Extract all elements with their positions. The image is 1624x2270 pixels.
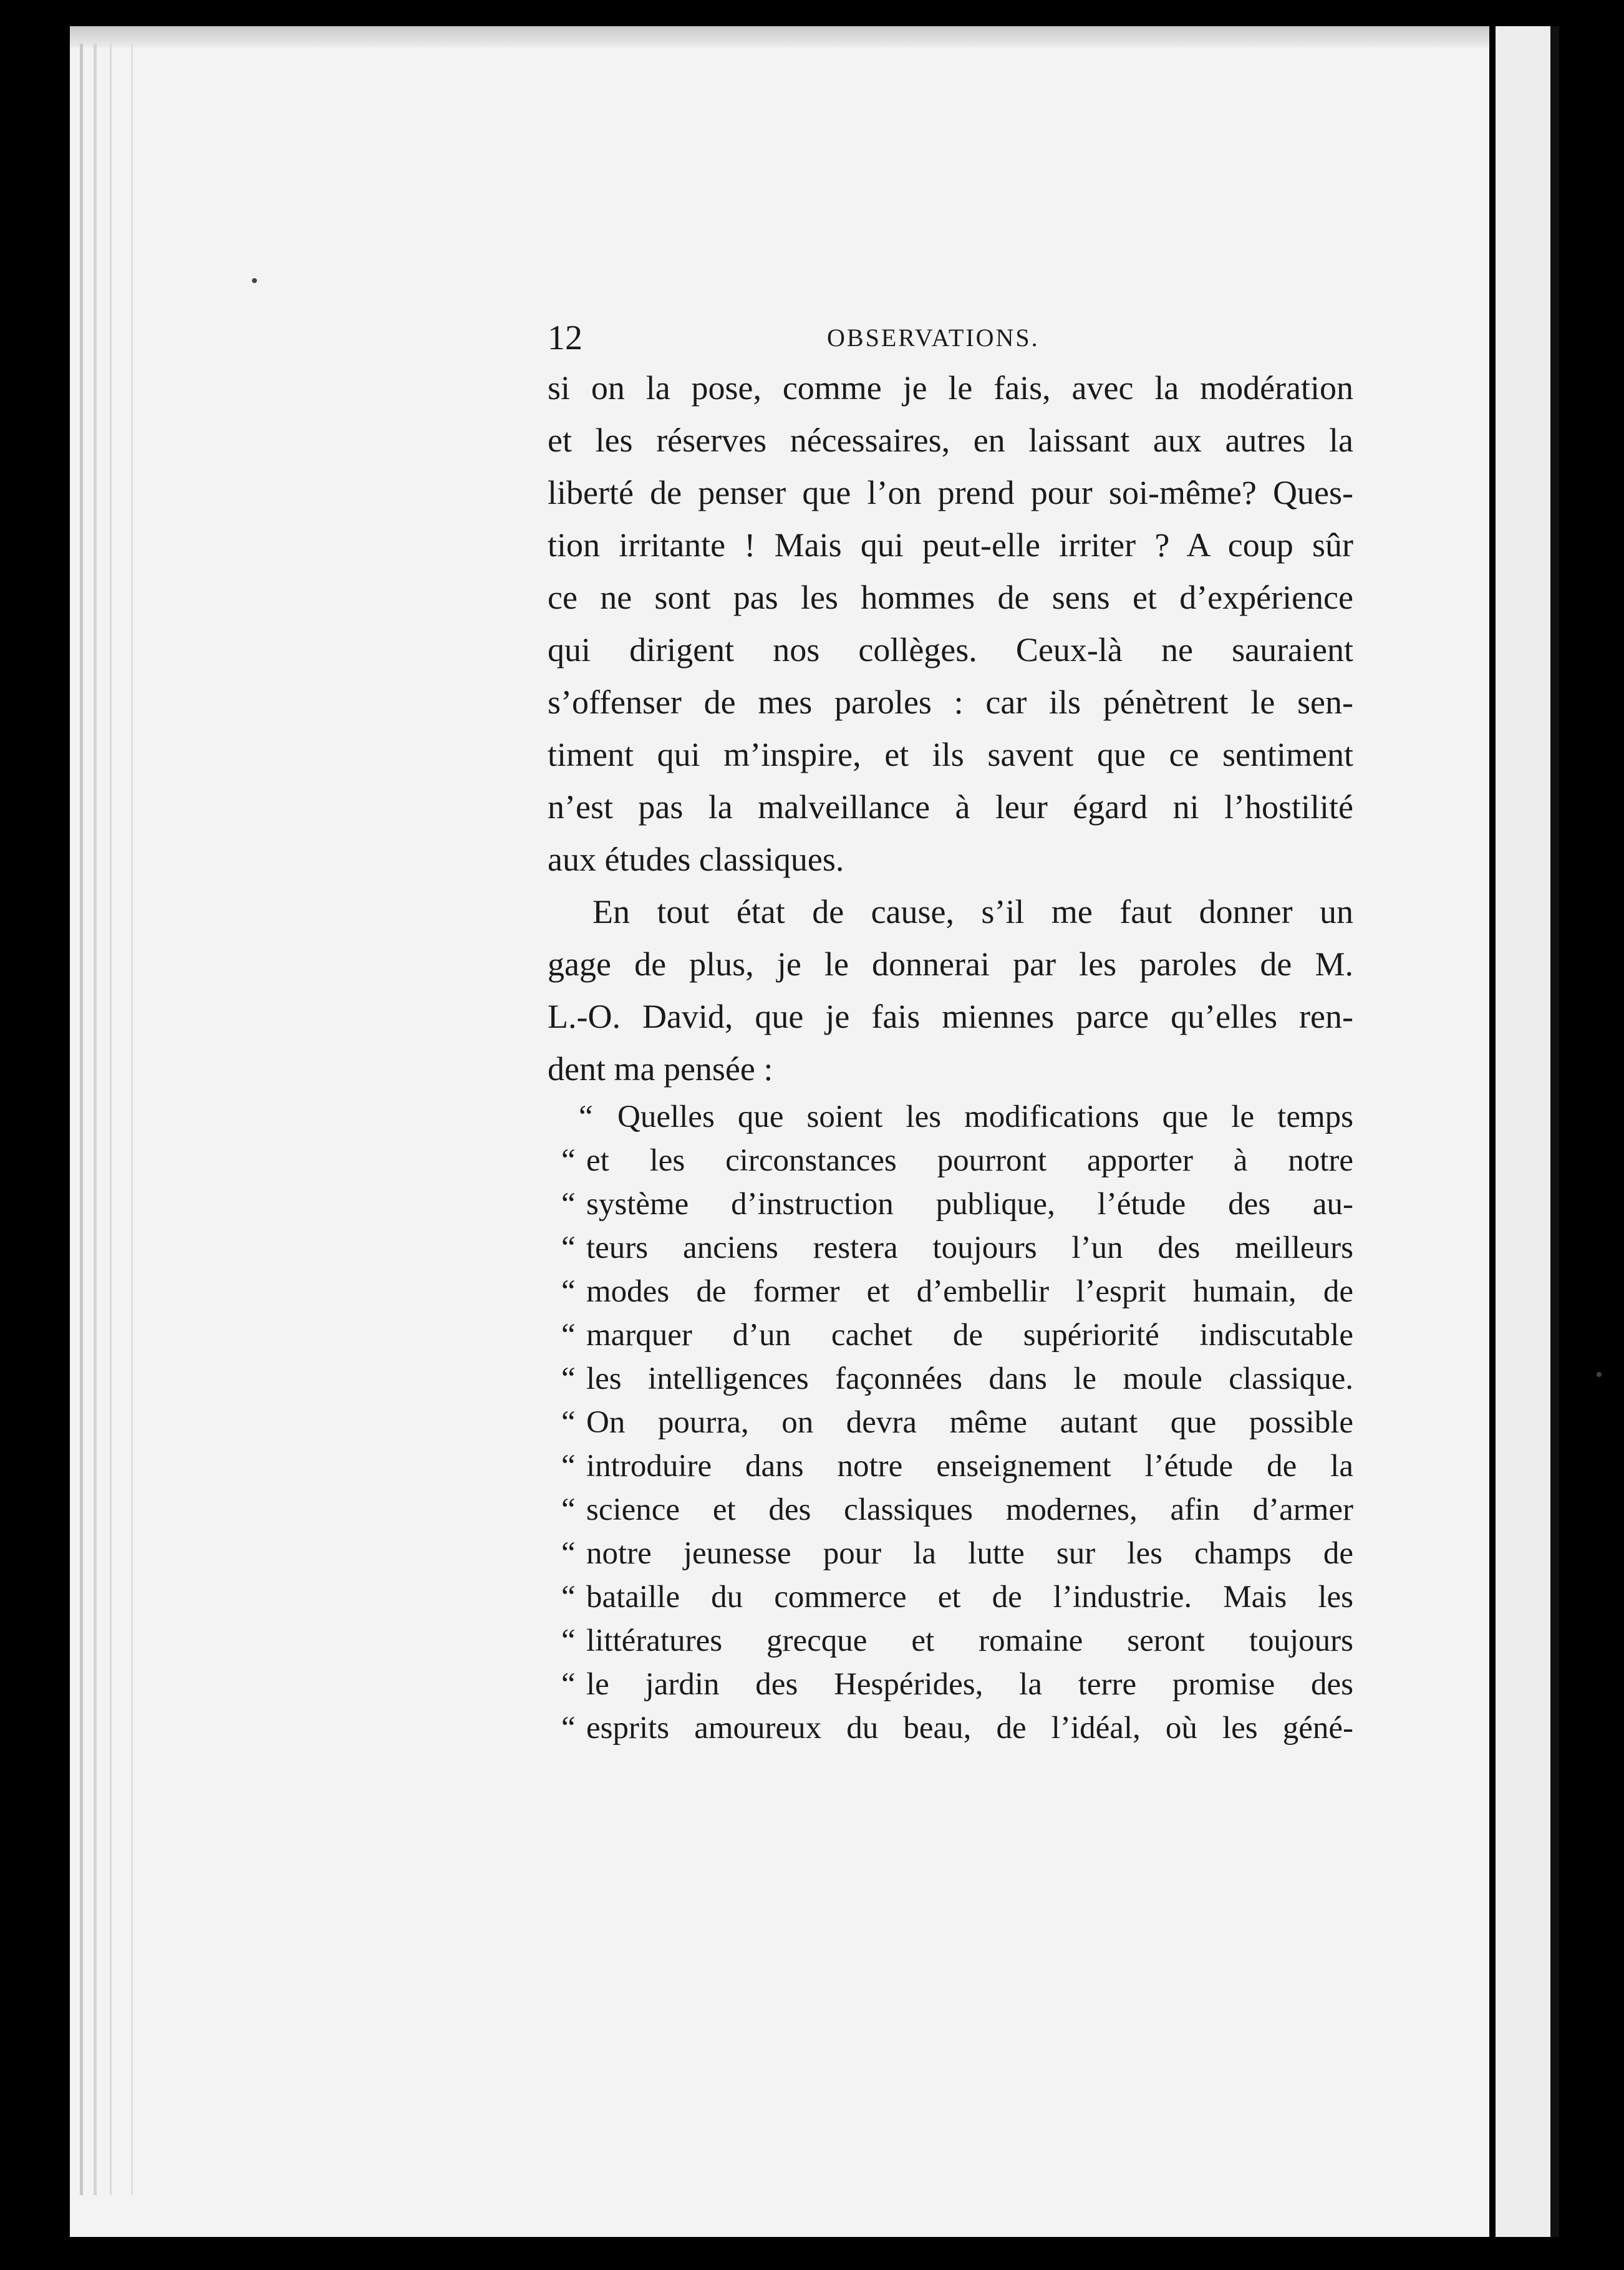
quote-text: modes de former et d’embellir l’esprit humain, de xyxy=(586,1274,1353,1309)
page-number: 12 xyxy=(548,319,582,357)
quote-mark: “ xyxy=(561,1623,576,1658)
quote-text: les intelligences façonnées dans le moule classique. xyxy=(586,1361,1353,1396)
quote-line xyxy=(548,1095,1353,1139)
quote-mark: “ xyxy=(561,1230,576,1265)
quote-line xyxy=(548,1139,1353,1182)
quote-text: introduire dans notre enseignement l’étude de la xyxy=(586,1449,1353,1484)
text-line: n’est pas la malveillance à leur égard ni l’hostilité xyxy=(548,788,1353,826)
quote-line xyxy=(548,1270,1353,1313)
quote-text: bataille du commerce et de l’industrie. Mais les xyxy=(586,1580,1353,1615)
quote-line xyxy=(548,1357,1353,1401)
page-edge-shadow xyxy=(80,44,83,2195)
quote-text: système d’instruction publique, l’étude des au- xyxy=(586,1187,1353,1222)
page-top-edge xyxy=(70,26,1489,47)
quote-line xyxy=(548,1182,1353,1226)
text-line: qui dirigent nos collèges. Ceux-là ne sauraient xyxy=(548,631,1353,669)
quote-line xyxy=(548,1619,1353,1663)
quote-mark: “ xyxy=(561,1318,576,1353)
book-gutter-right xyxy=(1550,26,1559,2237)
quote-text: Quelles que soient les modifications que le temps xyxy=(617,1099,1353,1134)
text-line: tion irritante ! Mais qui peut-elle irriter ? A coup sûr xyxy=(548,526,1353,564)
text-line: si on la pose, comme je le fais, avec la modération xyxy=(548,369,1353,407)
quote-mark: “ xyxy=(561,1187,576,1222)
quote-line xyxy=(548,1575,1353,1619)
text-line: liberté de penser que l’on prend pour soi-même? Ques- xyxy=(548,474,1353,511)
text-line: timent qui m’inspire, et ils savent que ce sentiment xyxy=(548,736,1353,773)
text-line: et les réserves nécessaires, en laissant aux autres la xyxy=(548,422,1353,459)
quote-text: marquer d’un cachet de supériorité indiscutable xyxy=(586,1318,1353,1353)
text-line: ce ne sont pas les hommes de sens et d’expérience xyxy=(548,579,1353,616)
quote-text: teurs anciens restera toujours l’un des meilleurs xyxy=(586,1230,1353,1265)
quote-text: esprits amoureux du beau, de l’idéal, où les géné- xyxy=(586,1711,1353,1746)
quote-line xyxy=(548,1488,1353,1532)
paragraph-2 xyxy=(548,886,1353,1095)
quote-line xyxy=(548,1401,1353,1444)
quote-text: littératures grecque et romaine seront toujours xyxy=(586,1623,1353,1658)
quote-text: notre jeunesse pour la lutte sur les champs de xyxy=(586,1536,1353,1571)
paper-speck xyxy=(252,278,257,283)
quote-mark: “ xyxy=(561,1405,576,1440)
quote-text: science et des classiques modernes, afin d’armer xyxy=(586,1492,1353,1527)
text-line: s’offenser de mes paroles : car ils pénètrent le sen- xyxy=(548,683,1353,721)
page-edge-shadow xyxy=(110,44,112,2195)
quote-line xyxy=(548,1226,1353,1270)
paper-speck xyxy=(1597,1372,1602,1377)
quote-line xyxy=(548,1313,1353,1357)
quote-text: le jardin des Hespérides, la terre promise des xyxy=(586,1667,1353,1702)
page-edge-shadow xyxy=(94,44,97,2195)
quote-mark: “ xyxy=(561,1274,576,1309)
text-line: gage de plus, je le donnerai par les paroles de M. xyxy=(548,945,1353,983)
text-column xyxy=(548,312,1353,1750)
page-header xyxy=(548,312,1353,362)
quote-mark: “ xyxy=(561,1449,576,1484)
quote-mark: “ xyxy=(561,1361,576,1396)
text-line: En tout état de cause, s’il me faut donner un xyxy=(592,893,1353,930)
quote-mark: “ xyxy=(561,1667,576,1702)
quote-mark: “ xyxy=(579,1099,593,1134)
quote-line xyxy=(548,1532,1353,1575)
running-title: OBSERVATIONS. xyxy=(827,324,1040,352)
text-line: aux études classiques. xyxy=(548,841,844,878)
block-quotation xyxy=(548,1095,1353,1750)
text-line: dent ma pensée : xyxy=(548,1050,773,1088)
quote-mark: “ xyxy=(561,1711,576,1746)
quote-mark: “ xyxy=(561,1143,576,1178)
quote-mark: “ xyxy=(561,1492,576,1527)
quote-line xyxy=(548,1706,1353,1750)
book-gutter xyxy=(1489,26,1496,2237)
quote-line xyxy=(548,1663,1353,1706)
quote-mark: “ xyxy=(561,1580,576,1615)
quote-text: et les circonstances pourront apporter à notre xyxy=(586,1143,1353,1178)
quote-mark: “ xyxy=(561,1536,576,1571)
facing-page-edge xyxy=(1496,26,1550,2237)
text-line: L.-O. David, que je fais miennes parce qu’elles ren- xyxy=(548,998,1353,1035)
quote-text: On pourra, on devra même autant que possible xyxy=(586,1405,1353,1440)
page-edge-shadow xyxy=(131,44,133,2195)
quote-line xyxy=(548,1444,1353,1488)
paragraph-1 xyxy=(548,362,1353,886)
